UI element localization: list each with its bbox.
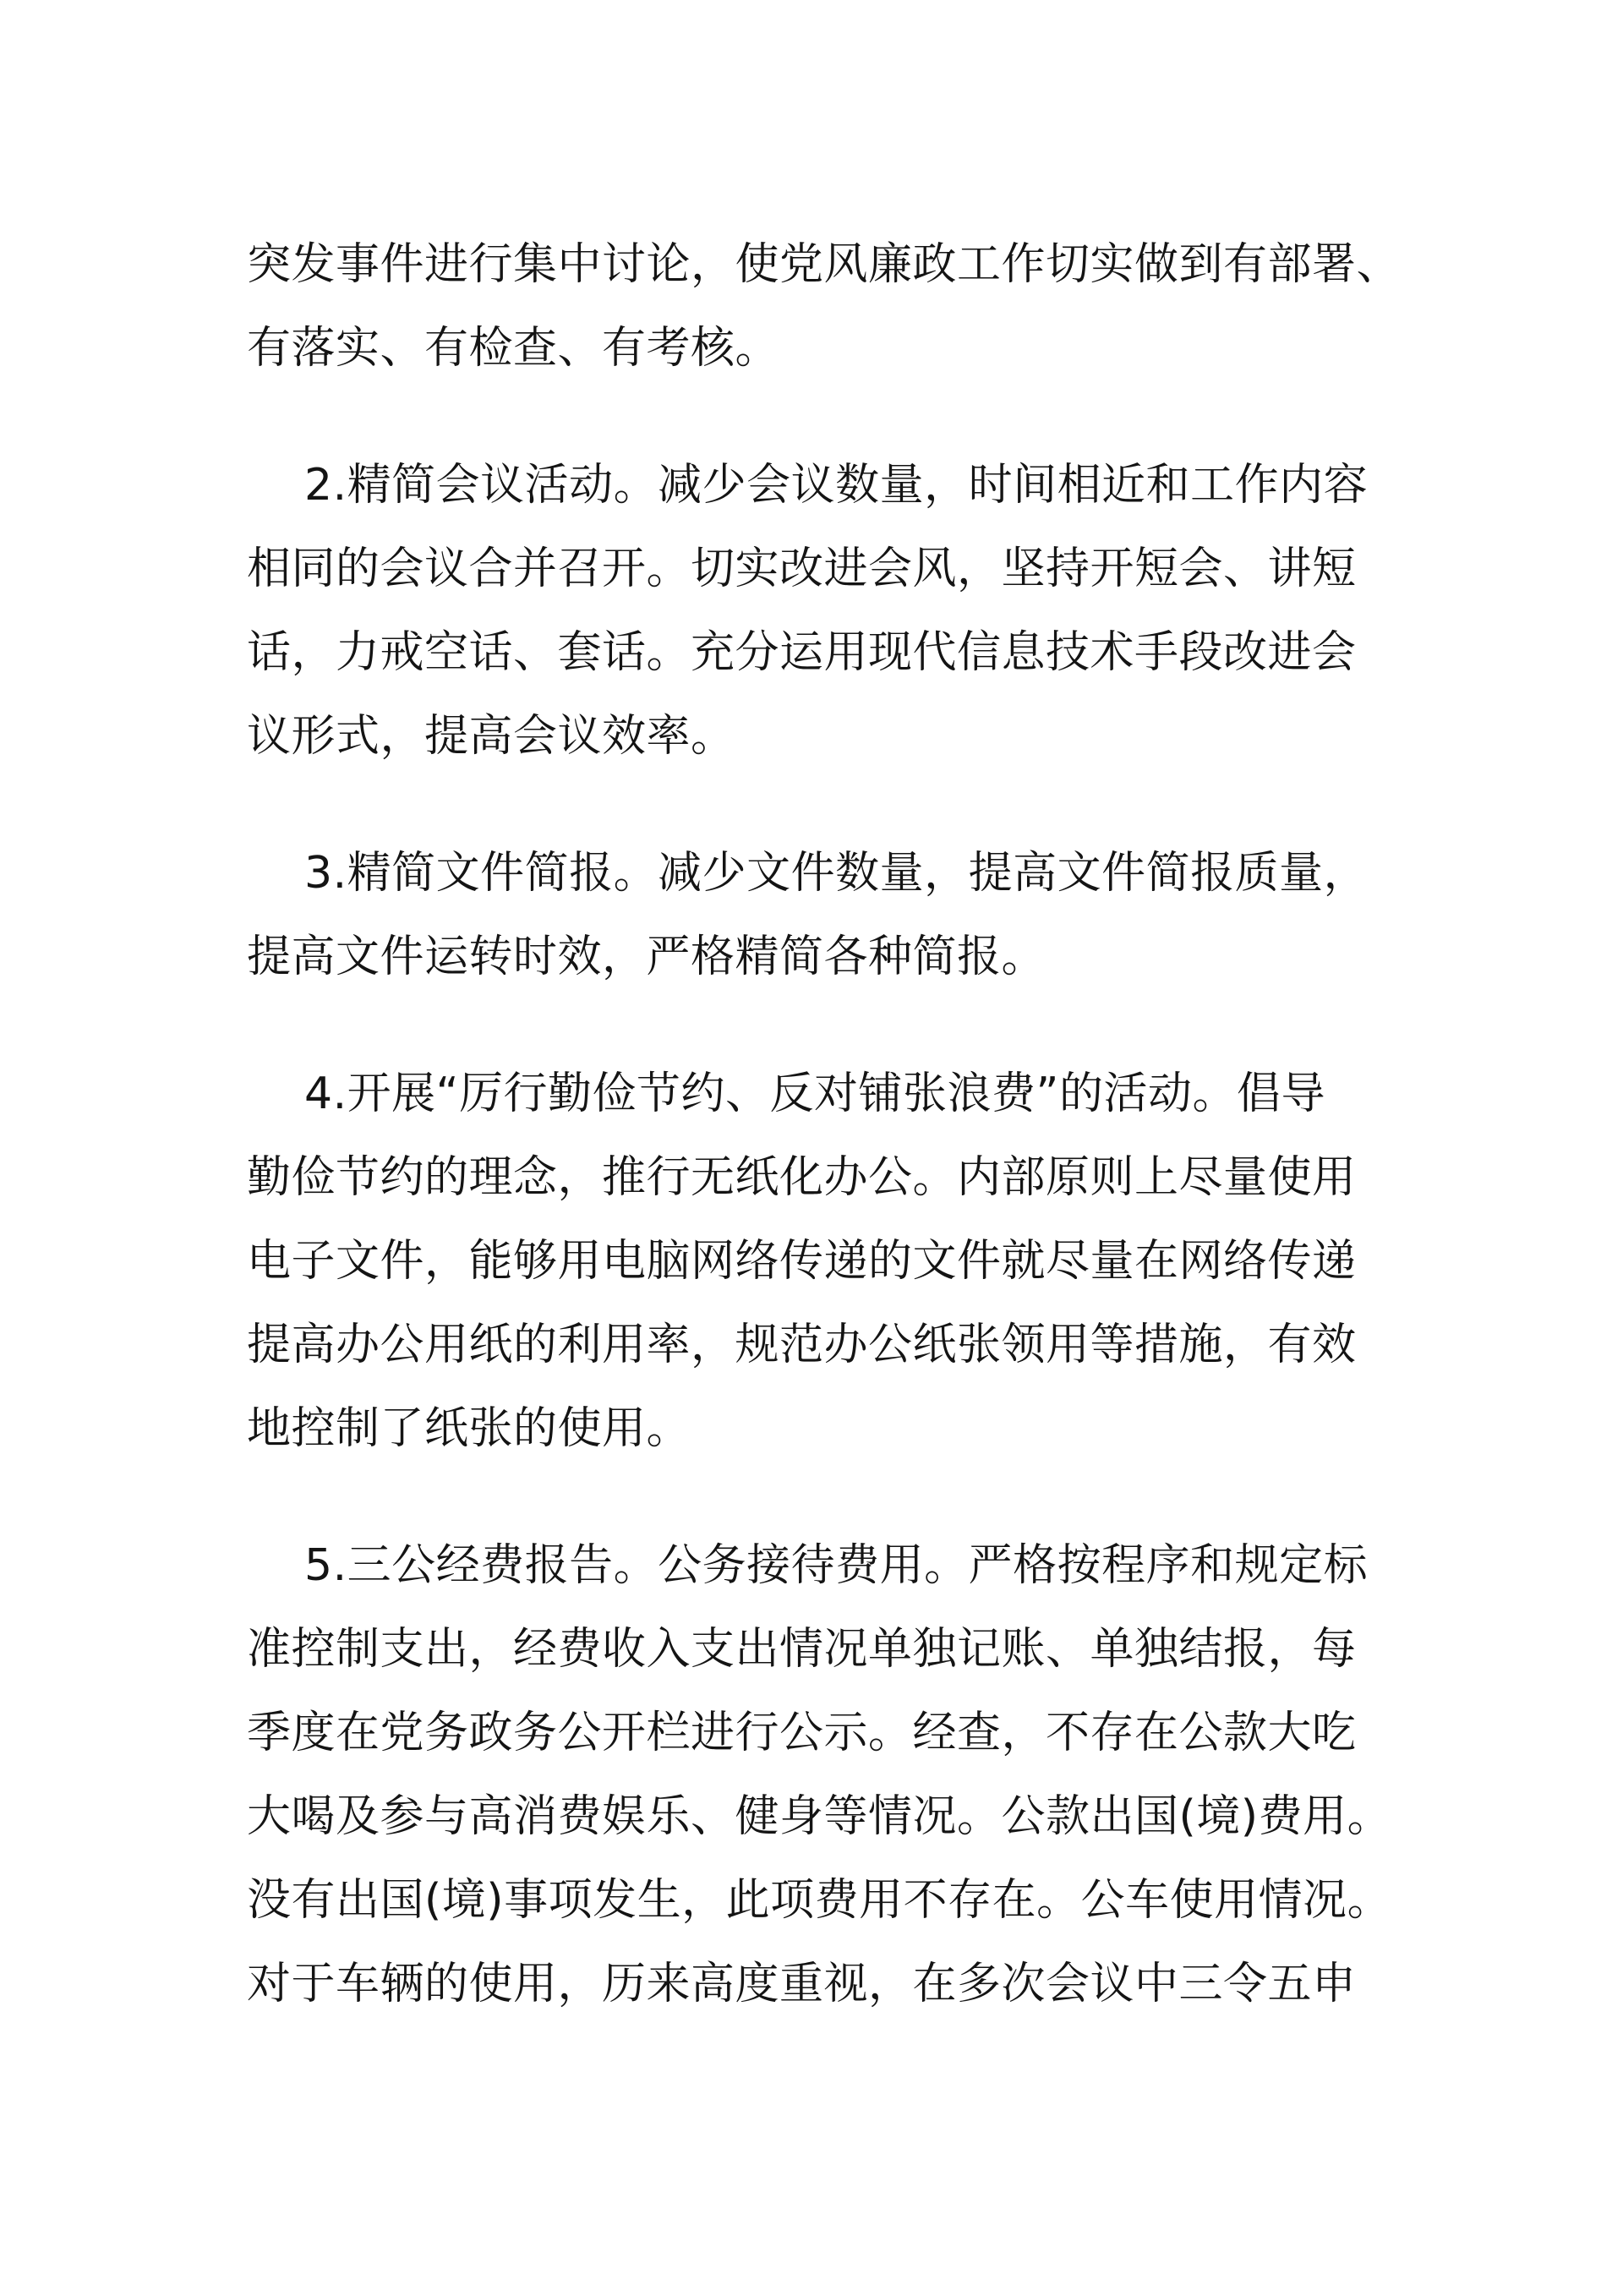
text-line: 大喝及参与高消费娱乐、健身等情况。公款出国(境)费用。 [247, 1791, 1392, 1842]
text-line: 对于车辆的使用，历来高度重视，在多次会议中三令五申 [247, 1959, 1357, 2009]
paragraph-item-2 [247, 444, 1447, 779]
paragraph-item-3 [247, 832, 1447, 999]
document-body [247, 223, 1447, 2026]
text-line: 议形式，提高会议效率。 [247, 711, 735, 762]
text-line: 3.精简文件简报。减少文件数量，提高文件简报质量， [304, 848, 1369, 899]
text-line: 勤俭节约的理念，推行无纸化办公。内部原则上尽量使用 [247, 1152, 1357, 1203]
text-line: 地控制了纸张的使用。 [247, 1403, 691, 1454]
text-line: 季度在党务政务公开栏进行公示。经查，不存在公款大吃 [247, 1708, 1357, 1758]
text-line: 话，力戒空话、套话。充分运用现代信息技术手段改进会 [247, 627, 1357, 678]
paragraph-continuation [247, 223, 1447, 391]
paragraph-item-5 [247, 1524, 1447, 2026]
text-line: 没有出国(境)事项发生，此项费用不存在。公车使用情况。 [247, 1875, 1392, 1926]
text-line: 相同的会议合并召开。切实改进会风，坚持开短会、讲短 [247, 544, 1357, 594]
paragraph-item-4 [247, 1052, 1447, 1471]
text-line: 准控制支出，经费收入支出情况单独记账、单独结报，每 [247, 1624, 1357, 1675]
text-line: 提高办公用纸的利用率，规范办公纸张领用等措施，有效 [247, 1320, 1357, 1370]
text-line: 电子文件，能够用电脑网络传递的文件就尽量在网络传递 [247, 1236, 1357, 1287]
text-line: 4.开展“厉行勤俭节约、反对铺张浪费”的活动。倡导 [304, 1069, 1325, 1119]
text-line: 有落实、有检查、有考核。 [247, 323, 780, 374]
text-line: 提高文件运转时效，严格精简各种简报。 [247, 932, 1046, 982]
text-line: 突发事件进行集中讨论，使党风廉政工作切实做到有部署、 [247, 239, 1402, 290]
text-line: 5.三公经费报告。公务接待费用。严格按程序和规定标 [304, 1540, 1369, 1591]
text-line: 2.精简会议活动。减少会议数量，时间相近和工作内容 [304, 460, 1369, 511]
